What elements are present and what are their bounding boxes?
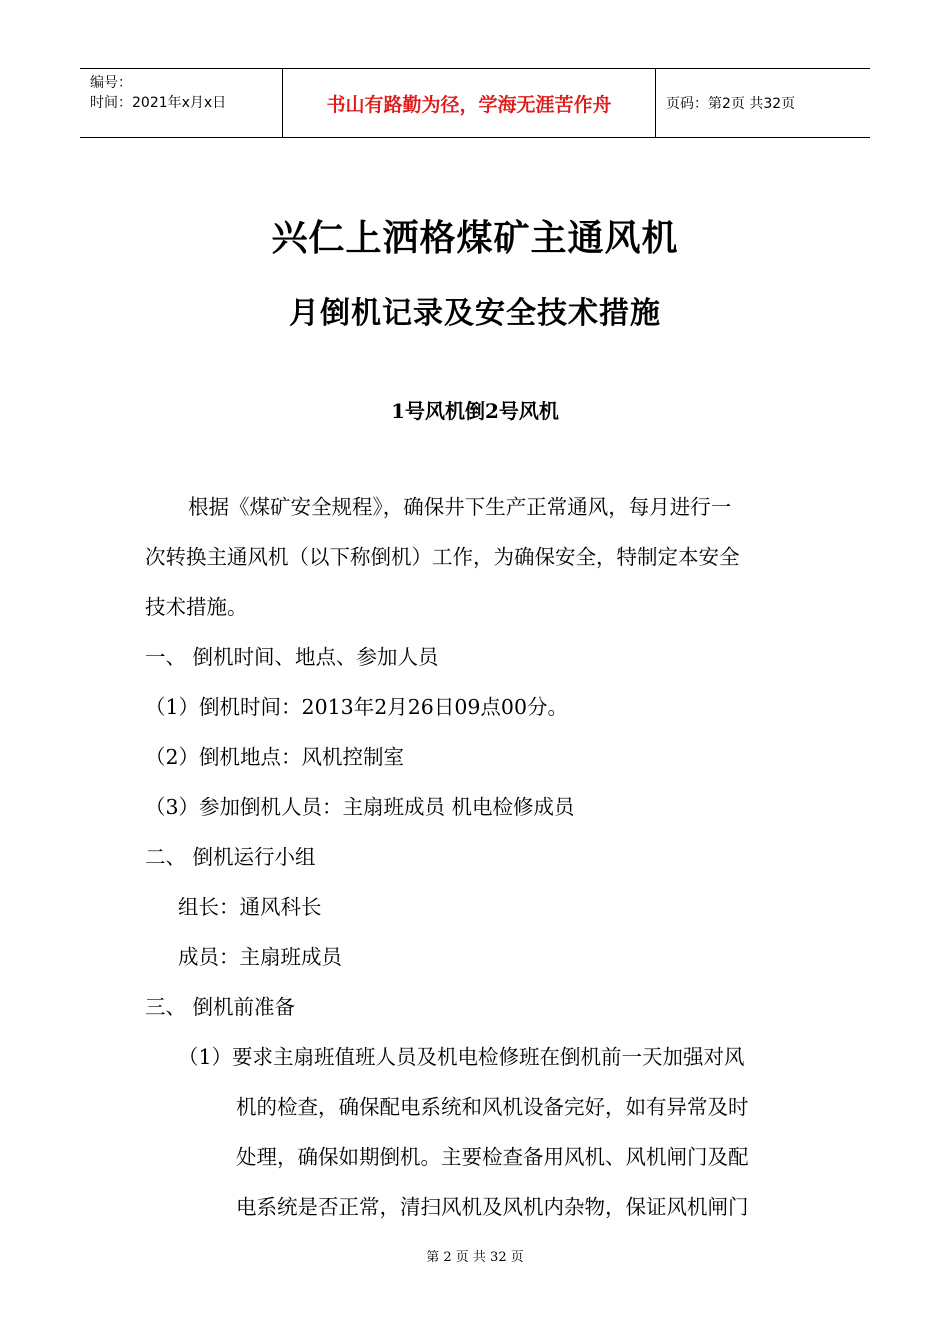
time-label: 时间：2021年x月x日 <box>90 95 227 111</box>
group-leader: 组长：通风科长 <box>178 895 322 919</box>
list-item-continued: 处理，确保如期倒机。主要检查备用风机、风机闸门及配 <box>236 1145 749 1169</box>
header-table <box>80 68 870 138</box>
document-subtitle: 1号风机倒2号风机 <box>391 399 559 423</box>
page-info: 页码：第2页 共32页 <box>666 96 796 112</box>
number-label: 编号： <box>90 75 132 91</box>
intro-line-2: 次转换主通风机（以下称倒机）工作，为确保安全，特制定本安全 <box>145 545 740 569</box>
page-footer: 第 2 页 共 32 页 <box>426 1250 524 1265</box>
intro-line-1: 根据《煤矿安全规程》，确保井下生产正常通风，每月进行一 <box>188 495 732 519</box>
header-left-cell <box>80 69 282 137</box>
list-item: （1）要求主扇班值班人员及机电检修班在倒机前一天加强对风 <box>178 1045 745 1069</box>
document-title-line1: 兴仁上洒格煤矿主通风机 <box>271 218 679 259</box>
list-item-continued: 机的检查，确保配电系统和风机设备完好，如有异常及时 <box>236 1095 749 1119</box>
list-item: （3）参加倒机人员：主扇班成员 机电检修成员 <box>145 795 575 819</box>
list-item: （2）倒机地点：风机控制室 <box>145 745 405 769</box>
list-item: （1）倒机时间：2013年2月26日09点00分。 <box>145 695 569 719</box>
group-members: 成员：主扇班成员 <box>178 945 342 969</box>
document-title-line2: 月倒机记录及安全技术措施 <box>289 296 661 331</box>
section-heading-2: 二、 倒机运行小组 <box>145 845 316 869</box>
section-heading-1: 一、 倒机时间、地点、参加人员 <box>145 645 439 669</box>
section-heading-3: 三、 倒机前准备 <box>145 995 296 1019</box>
motto: 书山有路勤为径，学海无涯苦作舟 <box>282 69 656 137</box>
intro-line-3: 技术措施。 <box>145 595 248 619</box>
list-item-continued: 电系统是否正常，清扫风机及风机内杂物，保证风机闸门 <box>236 1195 749 1219</box>
